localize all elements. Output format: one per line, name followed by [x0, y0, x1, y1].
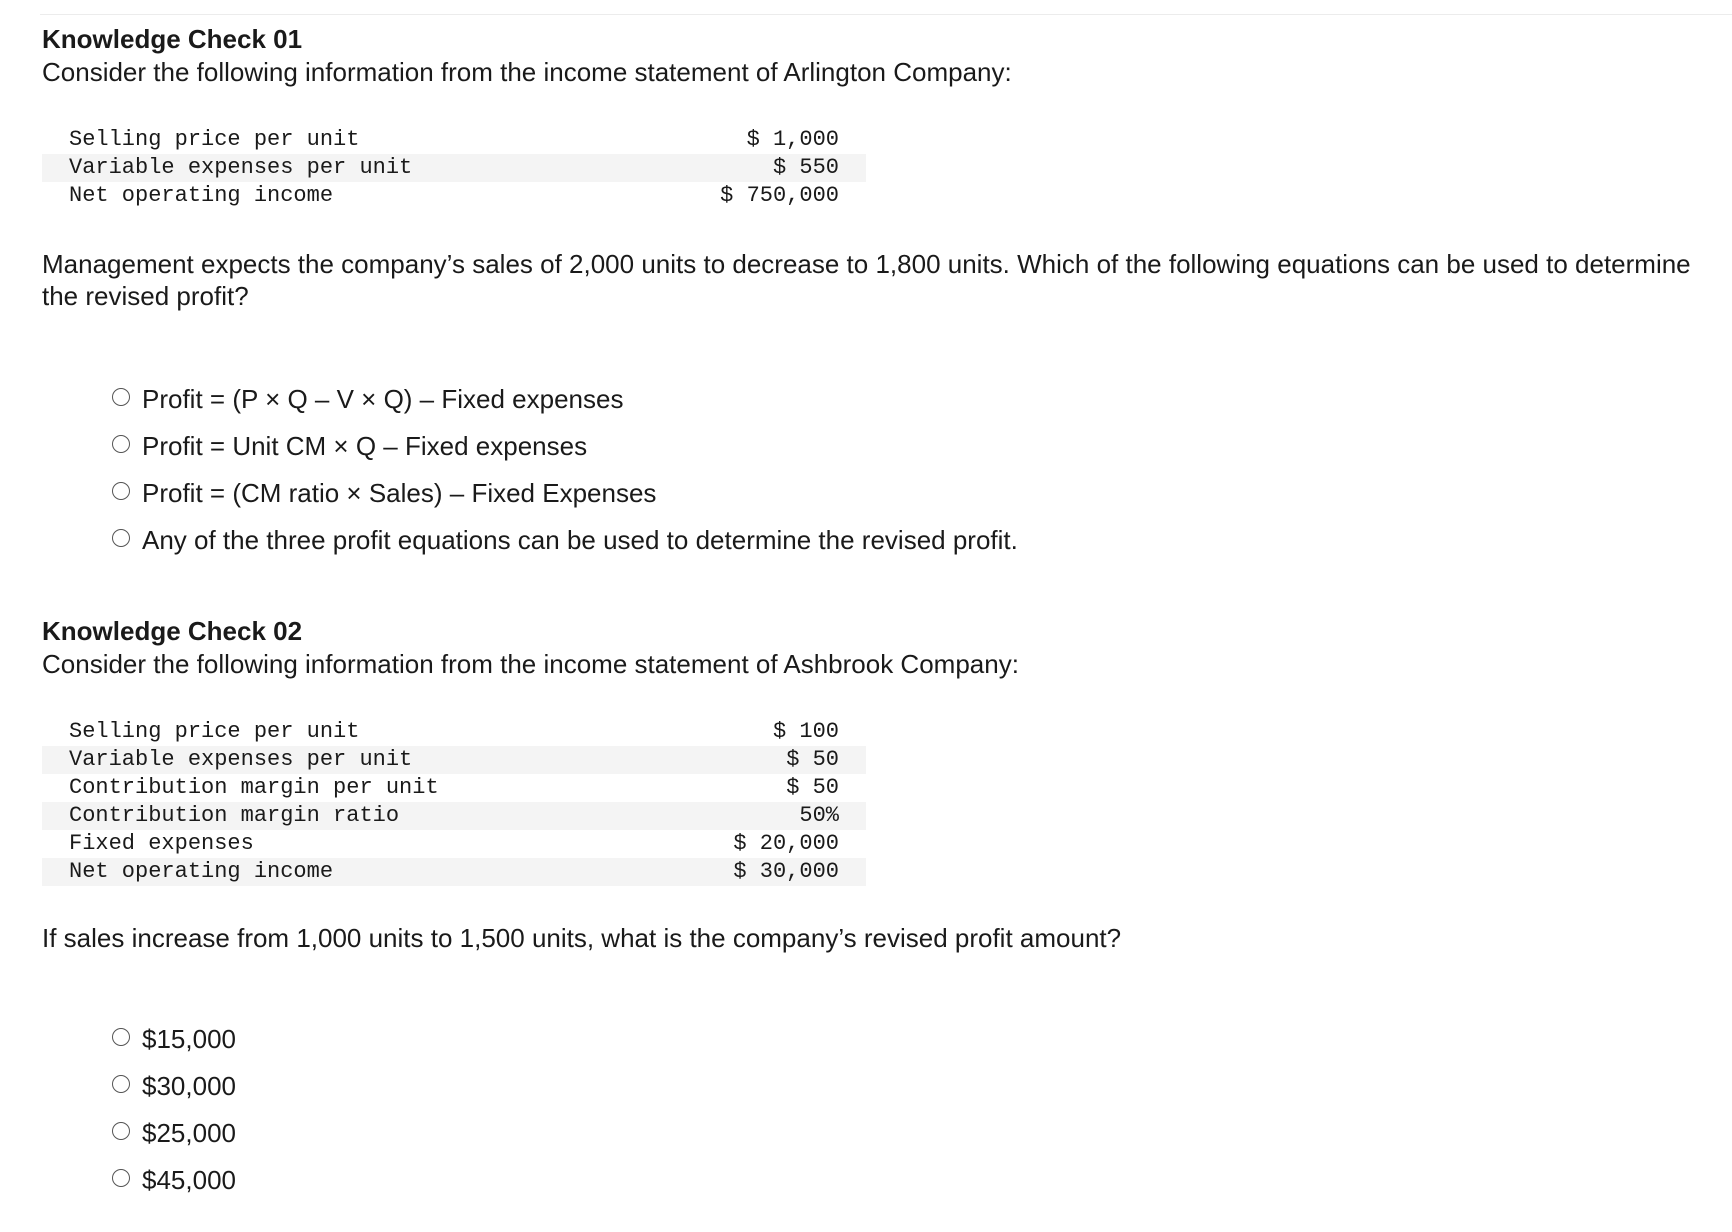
- table-row: [42, 718, 866, 746]
- row-label: Variable expenses per unit: [42, 746, 699, 774]
- kc1-intro: Consider the following information from the income statement of Arlington Company:: [42, 57, 1012, 87]
- table-row: [42, 126, 866, 154]
- answer-option[interactable]: [112, 1063, 1722, 1110]
- kc1-answer-options: [112, 376, 1722, 564]
- row-label: Contribution margin per unit: [69, 775, 439, 800]
- answer-option[interactable]: [112, 1016, 1722, 1063]
- option-label[interactable]: Profit = Unit CM × Q – Fixed expenses: [142, 431, 588, 461]
- radio-button[interactable]: [112, 1028, 130, 1046]
- radio-button[interactable]: [112, 1122, 130, 1140]
- row-label: Selling price per unit: [69, 127, 360, 152]
- radio-button[interactable]: [112, 482, 130, 500]
- top-divider: [40, 14, 1732, 15]
- kc2-answer-options: [112, 1016, 1722, 1204]
- row-label: Net operating income: [69, 183, 334, 208]
- option-label[interactable]: $25,000: [142, 1118, 236, 1148]
- answer-option[interactable]: [112, 376, 1722, 423]
- radio-button[interactable]: [112, 435, 130, 453]
- option-label[interactable]: Any of the three profit equations can be used to determine the revised profit.: [142, 525, 1018, 555]
- kc2-question: If sales increase from 1,000 units to 1,500 units, what is the company’s revised profit amount?: [42, 923, 1122, 953]
- knowledge-check-02: [42, 616, 1722, 1204]
- option-label[interactable]: Profit = (CM ratio × Sales) – Fixed Expenses: [142, 478, 657, 508]
- row-value: 50%: [699, 802, 866, 830]
- row-value: $ 50: [786, 775, 839, 800]
- row-label: Variable expenses per unit: [42, 154, 699, 182]
- radio-button[interactable]: [112, 529, 130, 547]
- table-row: [42, 802, 866, 830]
- table-row: [42, 830, 866, 858]
- row-value: $ 50: [699, 746, 866, 774]
- kc2-income-table: [42, 718, 866, 886]
- kc1-income-table: [42, 126, 866, 210]
- row-value: $ 20,000: [733, 831, 839, 856]
- option-label[interactable]: $30,000: [142, 1071, 236, 1101]
- row-value: $ 100: [772, 719, 839, 744]
- radio-button[interactable]: [112, 1169, 130, 1187]
- table-row: [42, 858, 866, 886]
- radio-button[interactable]: [112, 1075, 130, 1093]
- table-row: [42, 746, 866, 774]
- knowledge-check-01: [42, 24, 1722, 564]
- table-row: [42, 182, 866, 210]
- row-value: $ 30,000: [699, 858, 866, 886]
- answer-option[interactable]: [112, 470, 1722, 517]
- row-value: $ 750,000: [720, 183, 839, 208]
- answer-option[interactable]: [112, 423, 1722, 470]
- table-row: [42, 774, 866, 802]
- row-label: Contribution margin ratio: [42, 802, 699, 830]
- option-label[interactable]: Profit = (P × Q – V × Q) – Fixed expenses: [142, 384, 624, 414]
- answer-option[interactable]: [112, 1157, 1722, 1204]
- answer-option[interactable]: [112, 517, 1722, 564]
- option-label[interactable]: $45,000: [142, 1165, 236, 1195]
- row-label: Fixed expenses: [69, 831, 254, 856]
- kc1-question: Management expects the company’s sales of 2,000 units to decrease to 1,800 units. Which of the following equations can be used to determine the revised profit?: [42, 249, 1691, 311]
- table-row: [42, 154, 866, 182]
- row-value: $ 1,000: [746, 127, 839, 152]
- answer-option[interactable]: [112, 1110, 1722, 1157]
- row-value: $ 550: [699, 154, 866, 182]
- kc1-title: Knowledge Check 01: [42, 24, 303, 54]
- option-label[interactable]: $15,000: [142, 1024, 236, 1054]
- kc2-title: Knowledge Check 02: [42, 616, 303, 646]
- kc2-intro: Consider the following information from the income statement of Ashbrook Company:: [42, 649, 1019, 679]
- radio-button[interactable]: [112, 388, 130, 406]
- row-label: Net operating income: [42, 858, 699, 886]
- row-label: Selling price per unit: [69, 719, 360, 744]
